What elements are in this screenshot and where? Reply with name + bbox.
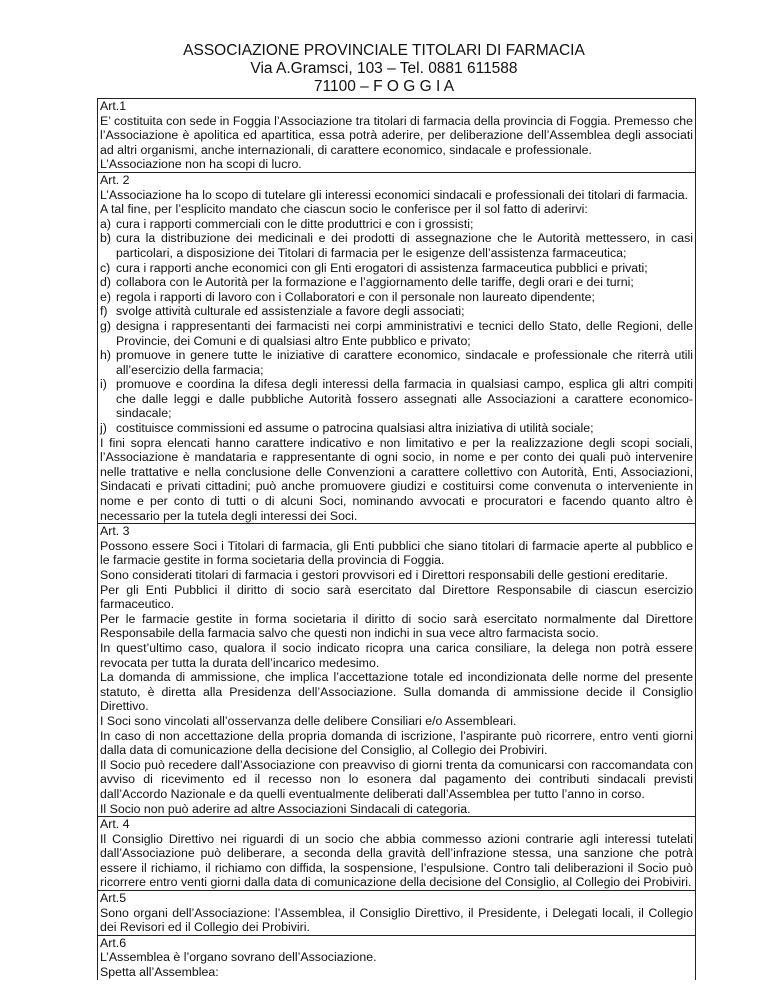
list-item-text: cura i rapporti anche economici con gli Enti erogatori di assistenza farmaceutica pubblici e privati; (116, 260, 648, 275)
list-item-text: promuove in genere tutte le iniziative di carattere economico, sindacale e professionale che riterrà utili all’esercizio della farmacia; (116, 348, 693, 377)
association-city: 71100 – F O G G I A (313, 78, 455, 95)
article-paragraph: Per le farmacie gestite in forma societaria il diritto di socio sarà esercitato normalmente dal Direttore Responsabile della farmacia salvo che questi non indichi in sua vece altro farmacista socio. (100, 611, 693, 641)
list-marker: g) (100, 318, 111, 333)
list-marker: a) (100, 216, 111, 231)
article-paragraph: Sono considerati titolari di farmacia i gestori provvisori ed i Direttori responsabili delle gestioni ereditarie. (100, 568, 669, 582)
article-paragraph: I Soci sono vincolati all’osservanza delle delibere Consiliari e/o Assembleari. (100, 713, 517, 728)
article-paragraph: In caso di non accettazione della propria domanda di iscrizione, l’aspirante può ricorrere, entro venti giorni dalla data di comunicazione della decisione del Consiglio, al Collegio dei Probiviri. (100, 728, 693, 758)
purpose-list (100, 217, 693, 436)
list-item-text: designa i rappresentanti dei farmacisti nei corpi amministrativi e tecnici dello Stato, delle Regioni, delle Provincie, dei Comuni e di qualsiasi altro Ente pubblico e privato; (116, 318, 693, 348)
article-paragraph: A tal fine, per l’esplicito mandato che ciascun socio le conferisce per il sol fatto di aderirvi: (100, 202, 588, 217)
list-item (100, 231, 693, 260)
association-address: Via A.Gramsci, 103 – Tel. 0881 611588 (250, 60, 518, 77)
list-marker: j) (100, 421, 107, 436)
list-marker: b) (100, 231, 111, 246)
article-2 (98, 173, 695, 524)
list-item (100, 217, 693, 232)
list-item (100, 304, 693, 319)
article-6 (98, 936, 695, 980)
list-item-text: svolge attività culturale ed assistenziale a favore degli associati; (116, 304, 465, 319)
list-marker: f) (100, 304, 108, 319)
article-5 (98, 891, 695, 936)
article-paragraph: Possono essere Soci i Titolari di farmacia, gli Enti pubblici che siano titolari di farmacie aperte al pubblico e le farmacie gestite in forma societaria della provincia di Foggia. (100, 538, 693, 568)
list-marker: e) (100, 289, 111, 304)
list-item-text: cura la distribuzione dei medicinali e dei prodotti di assegnazione che le Autorità mettessero, in casi particolari, a disposizione dei Titolari di farmacia per le esigenze dell’assistenza farmaceutica; (116, 231, 693, 260)
list-item-text: cura i rapporti commerciali con le ditte produttrici e con i grossisti; (116, 216, 474, 231)
association-name: ASSOCIAZIONE PROVINCIALE TITOLARI DI FARMACIA (183, 42, 585, 59)
statute-table (97, 98, 696, 980)
article-1 (98, 99, 695, 173)
list-item (100, 421, 693, 436)
article-paragraph: La domanda di ammissione, che implica l’accettazione totale ed incondizionata delle norme del presente statuto, è diretta alla Presidenza dell’Associazione. Sulla domanda di ammissione decide il Consiglio Direttivo. (100, 670, 693, 714)
article-3 (98, 524, 695, 817)
list-marker: h) (100, 348, 111, 363)
list-item-text: costituisce commissioni ed assume o patrocina qualsiasi altra iniziativa di utilità sociale; (116, 421, 594, 436)
article-paragraph: L’Associazione non ha scopi di lucro. (100, 157, 302, 172)
article-paragraph: I fini sopra elencati hanno carattere indicativo e non limitativo e per la realizzazione degli scopi sociali, l’Associazione è mandataria e rappresentante di ogni socio, in nome e per conto dei quali può intervenire nelle trattative e nella conclusione delle Convenzioni a carattere collettivo con Autorità, Enti, Associazioni, Sindacati e privati cittadini; può anche promuovere giudizi e costituirsi come convenuta o interveniente in nome e per conto di tutti o di alcuni Soci, nominando avvocati e procuratori e facendo quanto altro è necessario per la tutela degli interessi dei Soci. (100, 435, 693, 523)
list-item (100, 261, 693, 276)
list-marker: i) (100, 377, 107, 392)
list-item-text: collabora con le Autorità per la formazione e l’aggiornamento delle tariffe, degli orari e dei turni; (116, 275, 634, 290)
article-paragraph: Spetta all’Assemblea: (100, 965, 219, 980)
list-marker: c) (100, 260, 111, 275)
list-item-text: promuove e coordina la difesa degli interessi della farmacia in qualsiasi campo, esplica gli altri compiti che dalle leggi e dalle pubbliche Autorità fossero assegnati alle Associazioni a carattere economico-sindacale; (116, 377, 693, 421)
article-title: Art.1 (100, 99, 127, 113)
article-paragraph: Il Socio non può aderire ad altre Associazioni Sindacali di categoria. (100, 801, 471, 816)
list-item (100, 377, 693, 421)
article-paragraph: L’Associazione ha lo scopo di tutelare gli interessi economici sindacali e professionali dei titolari di farmacia. (100, 187, 689, 202)
article-paragraph: Il Socio può recedere dall’Associazione con preavviso di giorni trenta da comunicarsi con raccomandata con avviso di ricevimento ed il recesso non lo esonera dal pagamento dei contributi sindacali previsti dall’Accordo Nazionale e da quelli eventualmente deliberati dall’Assemblea per tutto l’anno in corso. (100, 757, 693, 801)
list-item-text: regola i rapporti di lavoro con i Collaboratori e con il personale non laureato dipendente; (116, 289, 595, 304)
article-paragraph: E’ costituita con sede in Foggia l’Associazione tra titolari di farmacia della provincia di Foggia. Premesso che l’Associazione è apolitica ed apartitica, essa potrà aderire, per deliberazione dell’Assemblea degli associati ad altri organismi, anche internazionali, di carattere economico, sindacale e professionale. (100, 113, 693, 157)
article-paragraph: L’Assemblea è l’organo sovrano dell’Associazione. (100, 950, 377, 965)
article-4 (98, 817, 695, 891)
article-paragraph: Per gli Enti Pubblici il diritto di socio sarà esercitato dal Direttore Responsabile di ciascun esercizio farmaceutico. (100, 582, 693, 612)
article-paragraph: Il Consiglio Direttivo nei riguardi di un socio che abbia commesso azioni contrarie agli interessi tutelati dall’Associazione può deliberare, a seconda della gravità dell’infrazione stessa, una sanzione che potrà essere il richiamo, il richiamo con diffida, la sospensione, l’espulsione. Contro tali deliberazioni il Socio può ricorrere entro venti giorni dalla data di comunicazione della decisione del Consiglio, al Collegio dei Probiviri. (100, 831, 693, 890)
list-marker: d) (100, 275, 111, 290)
letterhead (0, 42, 768, 96)
article-title: Art.5 (100, 891, 127, 906)
article-paragraph: Sono organi dell’Associazione: l’Assemblea, il Consiglio Direttivo, il Presidente, i Delegati locali, il Collegio dei Revisori ed il Collegio dei Probiviri. (100, 905, 693, 935)
article-title: Art. 2 (100, 172, 130, 187)
article-title: Art.6 (100, 935, 127, 950)
article-title: Art. 4 (100, 817, 130, 832)
article-paragraph: In quest’ultimo caso, qualora il socio indicato ricopra una carica consiliare, la delega non potrà essere revocata per tutta la durata dell’incarico medesimo. (100, 640, 693, 670)
list-item (100, 290, 693, 305)
list-item (100, 348, 693, 377)
list-item (100, 275, 693, 290)
article-title: Art. 3 (100, 524, 130, 539)
list-item (100, 319, 693, 348)
